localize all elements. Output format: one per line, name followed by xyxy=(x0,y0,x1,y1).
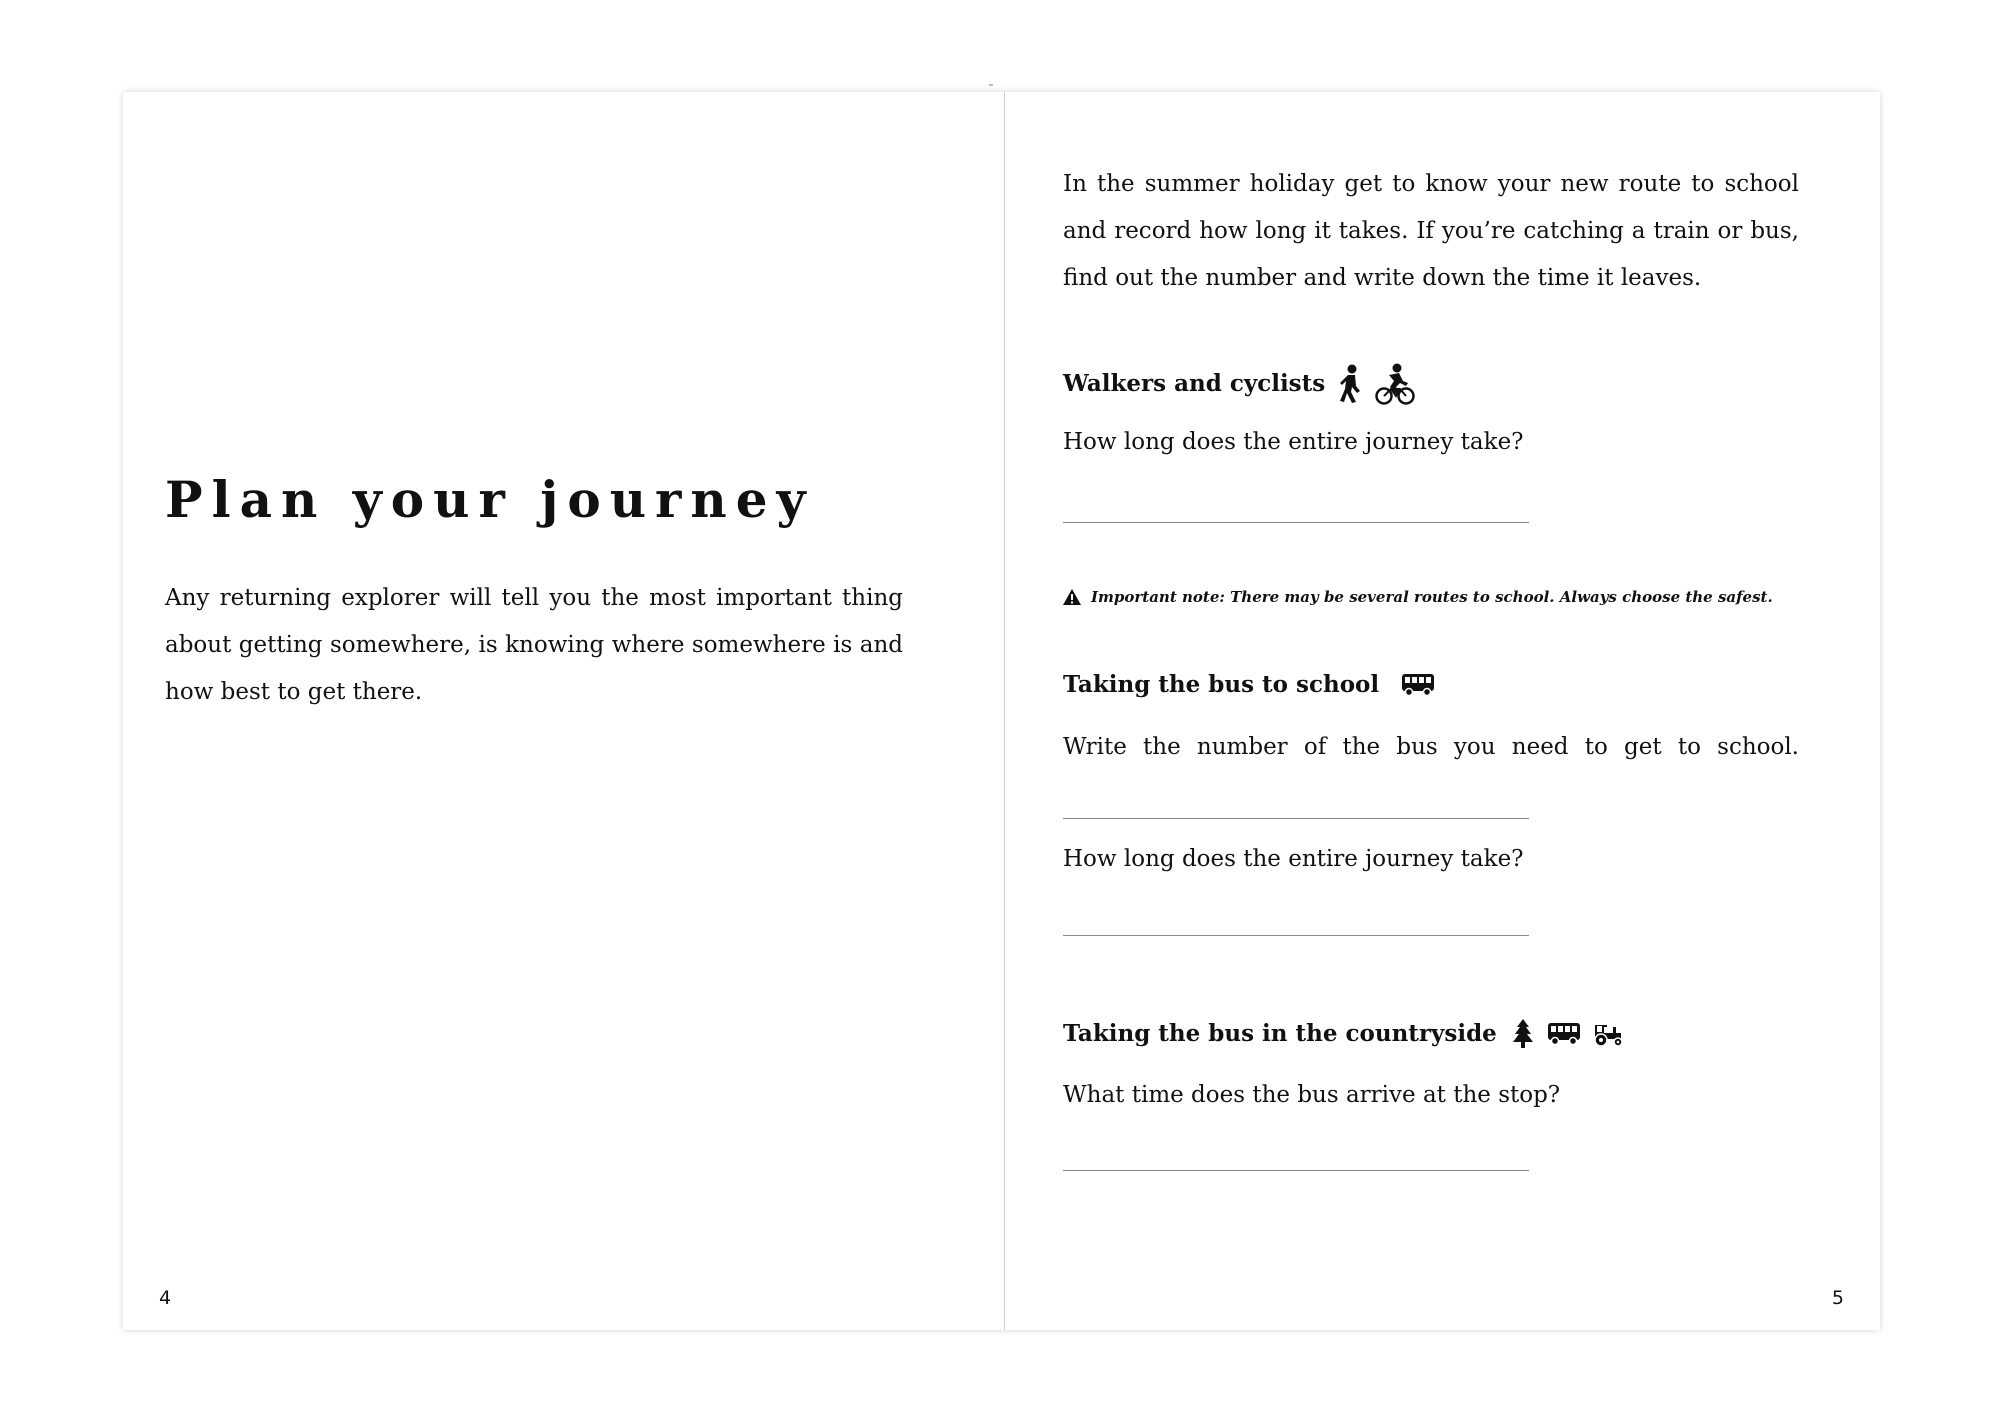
left-page xyxy=(123,92,1004,1330)
cyclist-icon xyxy=(1375,363,1415,405)
page-title: Plan your journey xyxy=(165,470,815,529)
bus-school-section-title xyxy=(1063,670,1435,700)
bus-duration-answer-line[interactable] xyxy=(1063,935,1529,936)
bus-arrival-answer-line[interactable] xyxy=(1063,1170,1529,1171)
bus-country-title-text: Taking the bus in the countryside xyxy=(1063,1020,1497,1047)
walkers-question: How long does the entire journey take? xyxy=(1063,429,1524,455)
bus-school-question-1: Write the number of the bus you need to get to school. xyxy=(1063,734,1799,760)
book-spread xyxy=(123,92,1880,1330)
walkers-answer-line[interactable] xyxy=(1063,522,1529,523)
right-page xyxy=(1005,92,1880,1330)
bus-school-title-text: Taking the bus to school xyxy=(1063,671,1380,698)
intro-paragraph: Any returning explorer will tell you the most important thing about getting somewhere, is knowing where somewhere is and how best to get there. xyxy=(165,585,903,705)
bus-icon xyxy=(1547,1022,1581,1046)
tree-icon xyxy=(1511,1019,1535,1049)
walking-person-icon xyxy=(1339,364,1363,404)
walkers-title-text: Walkers and cyclists xyxy=(1063,370,1326,397)
bus-country-section-title xyxy=(1063,1019,1625,1049)
page-number-right: 5 xyxy=(1831,1287,1844,1309)
bus-country-question: What time does the bus arrive at the stop? xyxy=(1063,1082,1561,1108)
important-note xyxy=(1063,587,1773,607)
warning-icon xyxy=(1063,589,1081,605)
spine-mark xyxy=(989,84,993,86)
bus-number-answer-line[interactable] xyxy=(1063,818,1529,819)
important-note-text: Important note: There may be several routes to school. Always choose the safest. xyxy=(1091,588,1773,606)
page-number-left: 4 xyxy=(159,1287,172,1309)
bus-icon xyxy=(1401,673,1435,697)
route-intro-paragraph: In the summer holiday get to know your new route to school and record how long it takes. If you’re catching a train or bus, find out the number and write down the time it leaves. xyxy=(1063,171,1799,291)
walkers-section-title xyxy=(1063,363,1415,405)
tractor-icon xyxy=(1593,1021,1625,1047)
bus-school-question-2: How long does the entire journey take? xyxy=(1063,846,1524,872)
